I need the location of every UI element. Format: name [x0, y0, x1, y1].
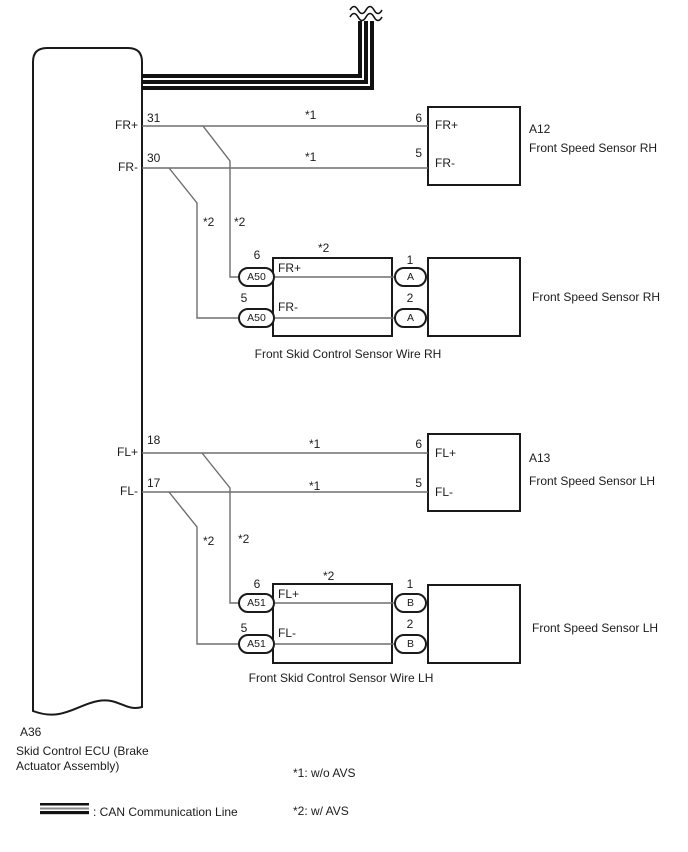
lh-branch-note-minus: *2 — [203, 534, 215, 548]
rh-a-minus-number: 2 — [406, 291, 414, 305]
ecu-pin-fr-plus-number: 31 — [147, 111, 161, 125]
can-legend-icon-bar1 — [40, 803, 89, 806]
rh-a-plus-number: 1 — [406, 253, 414, 267]
lh-a51-plus-connector: A51 — [238, 593, 275, 613]
a13-pin-minus-number: 5 — [415, 476, 422, 490]
rh-note-minus: *1 — [305, 150, 317, 164]
lh-b-minus-connector: B — [394, 634, 427, 654]
lh-a51-minus-connector: A51 — [238, 634, 275, 654]
rh-wire-label-plus: FR+ — [278, 261, 302, 275]
ecu-pin-fl-plus-label: FL+ — [116, 445, 138, 459]
rh-note-plus: *1 — [305, 108, 317, 122]
a13-pin-plus-number: 6 — [415, 437, 422, 451]
a12-pin-minus-label: FR- — [435, 156, 455, 170]
rh-a-plus-connector: A — [394, 267, 427, 287]
ecu-pin-fr-minus-label: FR- — [118, 160, 138, 174]
lh-b-plus-connector: B — [394, 593, 427, 613]
ecu-pin-fl-minus-label: FL- — [120, 484, 138, 498]
lh-b-minus-number: 2 — [406, 617, 414, 631]
legend-can-label: : CAN Communication Line — [93, 805, 238, 819]
a12-pin-plus-label: FR+ — [435, 118, 459, 132]
rh-a-minus-connector: A — [394, 308, 427, 328]
rh-a50-minus-number: 5 — [240, 291, 248, 305]
rh-a50-minus-connector: A50 — [238, 308, 275, 328]
lh-wire-label-plus: FL+ — [278, 587, 300, 601]
lh-a51-minus-number: 5 — [240, 621, 248, 635]
can-bus-line-inner — [142, 21, 360, 76]
rh-a50-plus-connector: A50 — [238, 267, 275, 287]
rh-sensor-box — [428, 258, 520, 336]
fl-minus-branch-wire — [169, 492, 238, 644]
a12-pin-plus-number: 6 — [415, 111, 422, 125]
fl-plus-branch-wire — [202, 453, 238, 603]
ecu-outline — [33, 48, 142, 715]
lh-wire-name: Front Skid Control Sensor Wire LH — [248, 671, 434, 685]
lh-note-minus: *1 — [309, 479, 321, 493]
a13-code: A13 — [529, 451, 551, 465]
fr-minus-branch-wire — [169, 168, 238, 318]
lh-sensor-box — [428, 585, 520, 663]
ecu-name-line2: Actuator Assembly) — [16, 759, 120, 773]
rh-branch-note-minus: *2 — [203, 215, 215, 229]
legend-note-1: *1: w/o AVS — [293, 766, 356, 780]
lh-b-plus-number: 1 — [406, 577, 414, 591]
rh-wire-label-minus: FR- — [278, 300, 298, 314]
ecu-pin-fl-minus-number: 17 — [147, 476, 161, 490]
a12-code: A12 — [529, 122, 551, 136]
lh-wire-label-minus: FL- — [278, 626, 296, 640]
ecu-pin-fl-plus-number: 18 — [147, 433, 161, 447]
rh-a50-plus-number: 6 — [253, 248, 261, 262]
a13-name: Front Speed Sensor LH — [529, 474, 656, 488]
a13-pin-plus-label: FL+ — [435, 446, 457, 460]
legend-note-2: *2: w/ AVS — [293, 804, 349, 818]
rh-wire-note: *2 — [318, 241, 330, 255]
can-legend-icon-bar2 — [40, 808, 89, 810]
a12-name: Front Speed Sensor RH — [529, 141, 658, 155]
can-bus-line-middle — [142, 21, 366, 82]
a12-pin-minus-number: 5 — [415, 146, 422, 160]
lh-a51-plus-number: 6 — [253, 577, 261, 591]
ecu-code: A36 — [20, 725, 42, 739]
rh-wire-name: Front Skid Control Sensor Wire RH — [254, 347, 442, 361]
lh-note-plus: *1 — [309, 437, 321, 451]
lh-branch-note-plus: *2 — [238, 532, 250, 546]
fr-plus-branch-wire — [203, 126, 238, 277]
lh-sensor-name: Front Speed Sensor LH — [532, 621, 659, 635]
lh-wire-note: *2 — [323, 569, 335, 583]
ecu-pin-fr-plus-label: FR+ — [114, 118, 138, 132]
ecu-name-line1: Skid Control ECU (Brake — [16, 744, 149, 758]
ecu-pin-fr-minus-number: 30 — [147, 151, 161, 165]
a13-pin-minus-label: FL- — [435, 485, 453, 499]
rh-branch-note-plus: *2 — [234, 215, 246, 229]
can-legend-icon-bar3 — [40, 811, 89, 814]
rh-sensor-name: Front Speed Sensor RH — [532, 290, 661, 304]
